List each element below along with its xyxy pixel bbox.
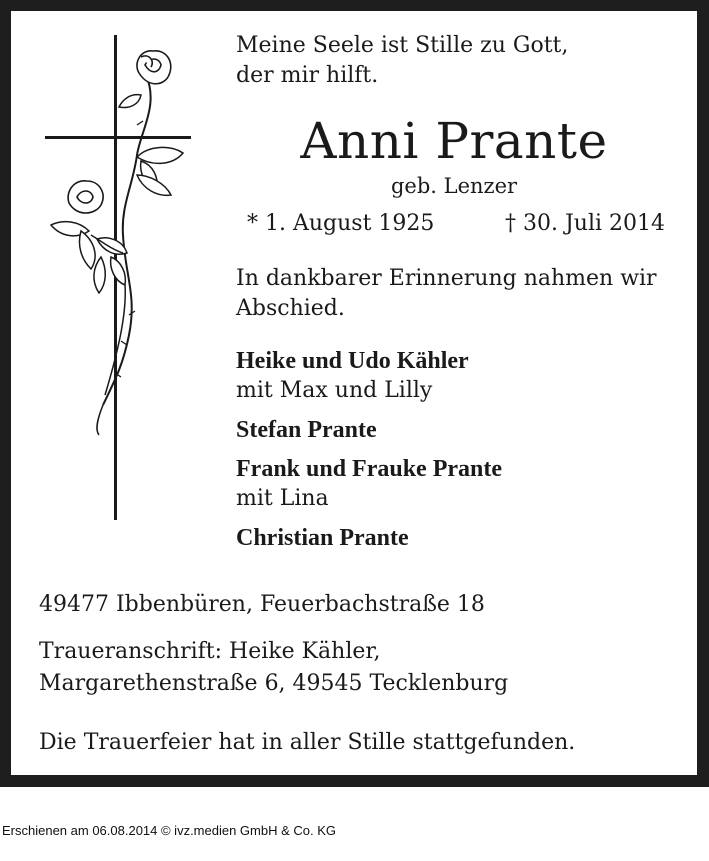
mourning-address-line: Traueranschrift: Heike Kähler, xyxy=(39,639,381,664)
funeral-service-note: Die Trauerfeier hat in aller Stille stattgefunden. xyxy=(39,730,576,755)
cross-with-rose-icon xyxy=(41,35,201,525)
maiden-name: geb. Lenzer xyxy=(390,174,518,198)
home-address: 49477 Ibbenbüren, Feuerbachstraße 18 xyxy=(39,592,485,617)
bible-verse-line: Meine Seele ist Stille zu Gott, xyxy=(236,33,569,58)
mourning-address xyxy=(39,636,508,700)
mourner-name: Heike und Udo Kähler xyxy=(236,348,469,374)
bible-verse-line: der mir hilft. xyxy=(236,63,379,88)
deceased-name: Anni Prante xyxy=(300,112,608,170)
obituary-notice xyxy=(11,11,697,775)
mourner-children: mit Max und Lilly xyxy=(236,378,433,403)
mourner-name: Christian Prante xyxy=(236,525,409,551)
mourner-name: Frank und Frauke Prante xyxy=(236,456,503,482)
mourner-group xyxy=(236,346,502,406)
mourner-children: mit Lina xyxy=(236,486,329,511)
death-date: † 30. Juli 2014 xyxy=(505,211,666,236)
birth-date: * 1. August 1925 xyxy=(247,211,435,236)
mourner-group xyxy=(236,415,502,445)
remembrance-text: In dankbarer Erinnerung nahmen wir Abschied. xyxy=(236,266,657,321)
mourner-group xyxy=(236,454,502,514)
mourner-name: Stefan Prante xyxy=(236,417,377,443)
publication-credit: Erschienen am 06.08.2014 © ivz.medien GmbH & Co. KG xyxy=(2,823,337,838)
mourners-list xyxy=(236,346,502,562)
mourner-group xyxy=(236,523,502,553)
bible-verse xyxy=(236,31,568,91)
mourning-address-line: Margarethenstraße 6, 49545 Tecklenburg xyxy=(39,671,509,696)
